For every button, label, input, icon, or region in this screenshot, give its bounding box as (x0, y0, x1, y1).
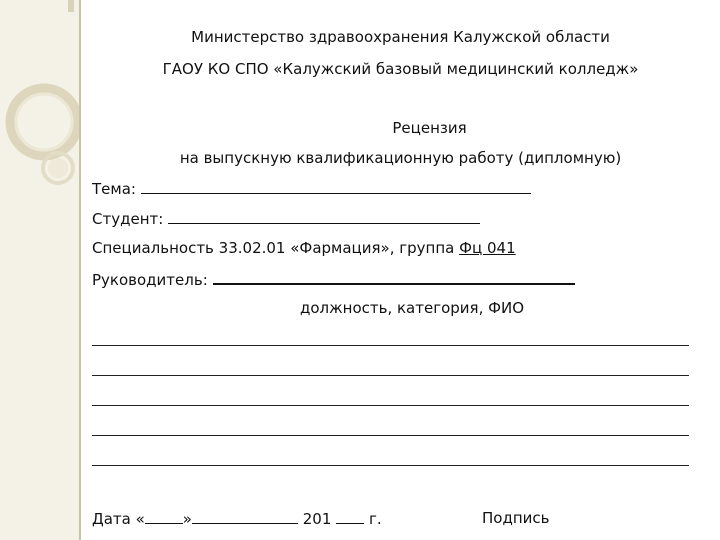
student-label: Студент: (92, 210, 164, 228)
document-subtitle: на выпускную квалификационную работу (дипломную) (179, 149, 622, 167)
day-blank[interactable] (145, 508, 183, 524)
decorative-side-panel (0, 0, 79, 540)
specialty-field (92, 238, 516, 258)
date-field (92, 508, 382, 529)
college-heading: ГАОУ КО СПО «Калужский базовый медицинский колледж» (162, 60, 639, 78)
ministry-heading: Министерство здравоохранения Калужской области (191, 28, 610, 46)
document-title: Рецензия (392, 119, 467, 137)
month-blank[interactable] (192, 508, 298, 524)
review-line[interactable] (92, 375, 689, 376)
panel-divider (79, 0, 81, 540)
supervisor-hint: должность, категория, ФИО (300, 299, 525, 317)
date-label: Дата « (92, 510, 145, 528)
review-line[interactable] (92, 435, 689, 436)
review-line[interactable] (92, 465, 689, 466)
supervisor-blank[interactable] (213, 268, 575, 285)
supervisor-label: Руководитель: (92, 271, 208, 289)
decorative-rings-icon (0, 0, 79, 540)
group-value: Фц 041 (459, 239, 516, 257)
student-field (92, 208, 480, 229)
specialty-text: Специальность 33.02.01 «Фармация», группа (92, 239, 455, 257)
date-mid: » (182, 510, 192, 528)
year-suffix: г. (368, 510, 382, 528)
supervisor-field (92, 268, 575, 290)
review-line[interactable] (92, 405, 689, 406)
topic-field (92, 178, 531, 199)
topic-label: Тема: (92, 180, 136, 198)
signature-label: Подпись (482, 509, 550, 527)
review-line[interactable] (92, 345, 689, 346)
student-blank[interactable] (168, 208, 480, 224)
year-blank[interactable] (336, 508, 364, 524)
topic-blank[interactable] (141, 178, 531, 194)
year-prefix: 201 (302, 510, 332, 528)
corner-mark (68, 0, 74, 12)
